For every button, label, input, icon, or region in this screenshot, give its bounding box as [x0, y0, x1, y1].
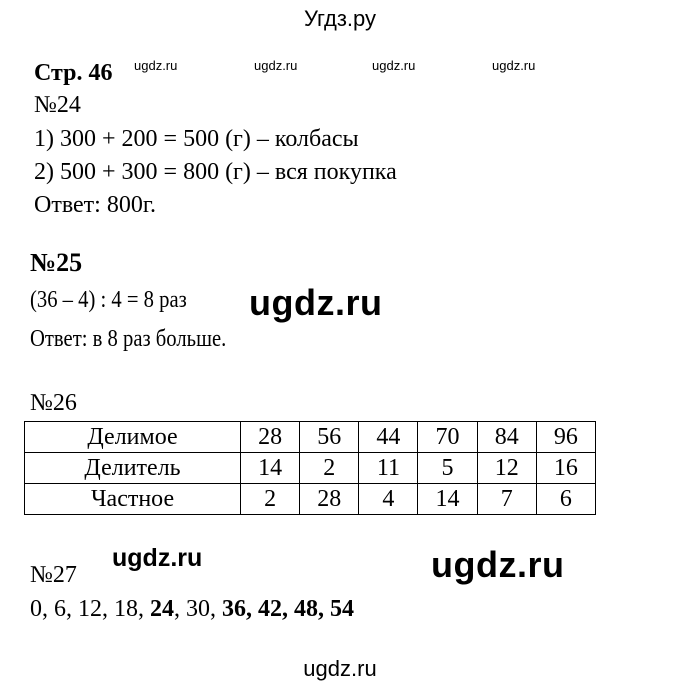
sequence-plain: , 30, — [174, 596, 222, 622]
watermark-bottom: ugdz.ru — [303, 656, 377, 681]
watermark: ugdz.ru — [372, 58, 416, 73]
table-cell: 2 — [241, 484, 300, 515]
watermark-large: ugdz.ru — [431, 544, 565, 585]
task-24-line: 1) 300 + 200 = 500 (г) – колбасы — [34, 126, 359, 152]
watermark: ugdz.ru — [254, 58, 298, 73]
task-25-number: №25 — [30, 248, 83, 277]
watermark-large: ugdz.ru — [249, 282, 383, 323]
table-cell: 70 — [418, 422, 477, 453]
table-cell: 16 — [536, 453, 595, 484]
task-25-line: (36 – 4) : 4 = 8 раз — [30, 287, 187, 313]
table-row — [25, 422, 596, 453]
division-table — [24, 421, 596, 515]
task-27-sequence — [30, 594, 354, 624]
table-row — [25, 453, 596, 484]
table-cell: 2 — [300, 453, 359, 484]
table-row-label: Частное — [25, 484, 241, 515]
task-24-number: №24 — [34, 92, 81, 118]
table-cell: 84 — [477, 422, 536, 453]
table-cell: 28 — [300, 484, 359, 515]
page-reference: Стр. 46 — [34, 60, 113, 86]
table-cell: 14 — [418, 484, 477, 515]
table-row-label: Делитель — [25, 453, 241, 484]
task-24-line: 2) 500 + 300 = 800 (г) – вся покупка — [34, 159, 397, 185]
table-row-label: Делимое — [25, 422, 241, 453]
sequence-bold: 36, 42, 48, 54 — [222, 596, 354, 622]
table-row — [25, 484, 596, 515]
watermark: ugdz.ru — [492, 58, 536, 73]
task-25-answer: Ответ: в 8 раз больше. — [30, 326, 227, 352]
task-24-answer: Ответ: 800г. — [34, 192, 156, 218]
table-cell: 96 — [536, 422, 595, 453]
task-26-number: №26 — [30, 390, 77, 416]
table-cell: 56 — [300, 422, 359, 453]
sequence-plain: 0, 6, 12, 18, — [30, 596, 150, 622]
sequence-bold: 24 — [150, 596, 174, 622]
task-27-number: №27 — [30, 562, 77, 588]
watermark: ugdz.ru — [134, 58, 178, 73]
table-cell: 6 — [536, 484, 595, 515]
table-cell: 5 — [418, 453, 477, 484]
table-cell: 44 — [359, 422, 418, 453]
table-cell: 4 — [359, 484, 418, 515]
table-cell: 12 — [477, 453, 536, 484]
site-title: Угдз.ру — [303, 6, 377, 31]
table-cell: 11 — [359, 453, 418, 484]
table-cell: 28 — [241, 422, 300, 453]
table-cell: 14 — [241, 453, 300, 484]
table-cell: 7 — [477, 484, 536, 515]
watermark-medium: ugdz.ru — [112, 544, 203, 572]
